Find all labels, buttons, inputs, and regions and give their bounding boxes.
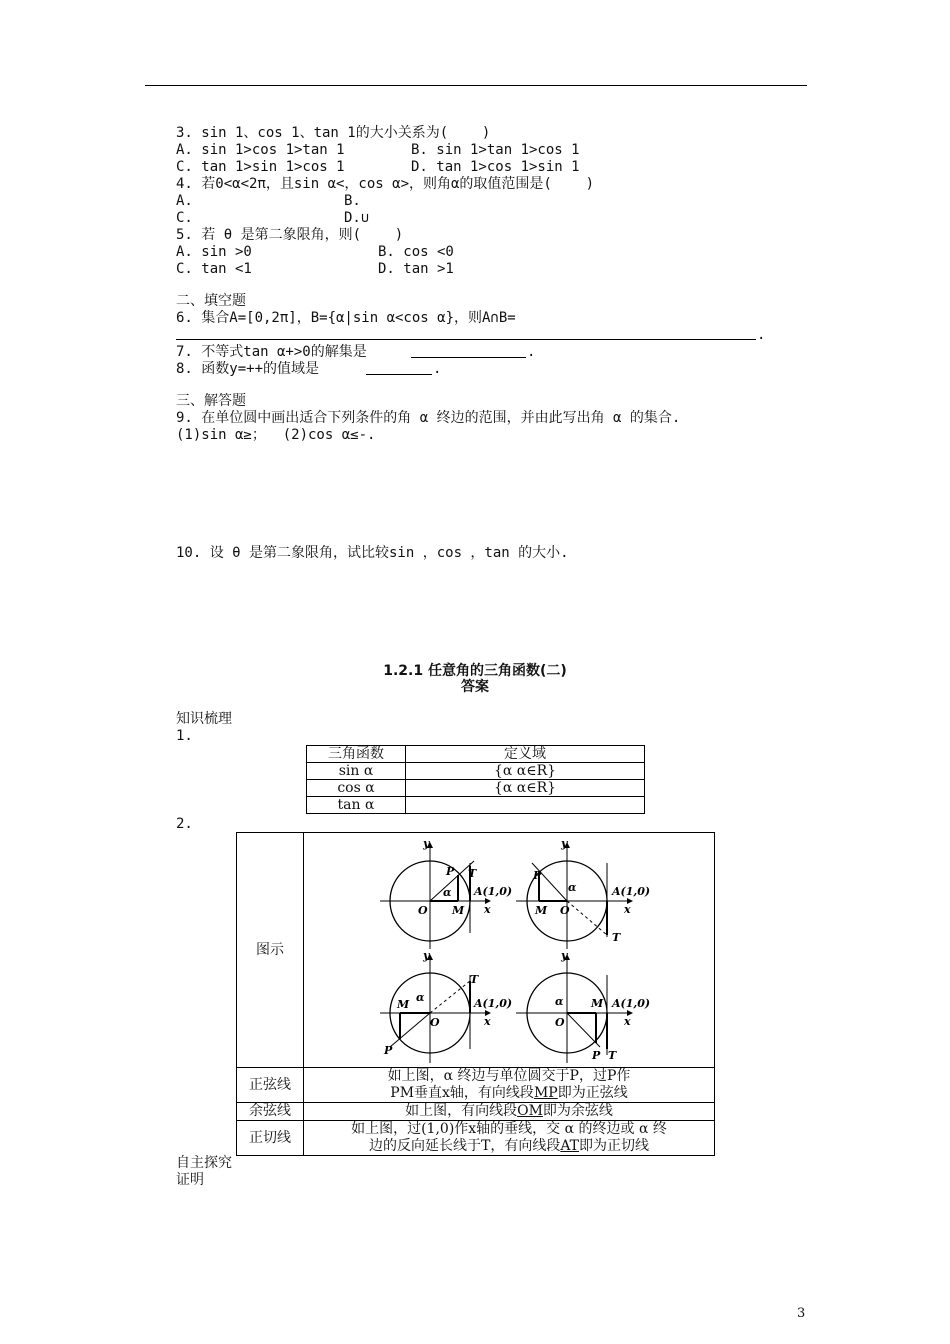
svg-text:α: α [555, 995, 564, 1008]
svg-text:x: x [624, 1015, 631, 1028]
diagram-quadrant-4 [516, 949, 650, 1063]
table-row [307, 780, 645, 797]
cosine-line-label: 余弦线 [237, 1103, 304, 1121]
svg-text:O: O [555, 1016, 565, 1029]
knowledge-heading: 知识梳理 [176, 711, 232, 727]
q7-period: . [527, 344, 536, 360]
q6-period: . [757, 327, 766, 343]
unit-circle-diagrams [304, 833, 714, 1067]
svg-text:y: y [561, 949, 568, 962]
diagram-quadrant-3 [380, 949, 512, 1063]
sine-line-text: 如上图，α 终边与单位圆交于P，过P作 PM垂直x轴，有向线段MP即为正弦线 [304, 1068, 715, 1103]
svg-text:x: x [484, 903, 491, 916]
table-row-tangent [237, 1121, 715, 1156]
svg-text:O: O [430, 1016, 440, 1029]
tangent-line-label: 正切线 [237, 1121, 304, 1156]
table-row [307, 797, 645, 814]
row-domain [406, 797, 645, 814]
q3-option-d: D. tan 1>cos 1>sin 1 [411, 159, 580, 175]
svg-text:M: M [535, 904, 548, 917]
table-header-row [307, 746, 645, 763]
row-function: sin α [307, 763, 406, 780]
svg-text:M: M [397, 998, 410, 1011]
q4-option-a: A. [176, 193, 193, 209]
answer-subtitle: 答案 [461, 679, 489, 695]
q8-answer-blank [366, 374, 432, 375]
svg-text:P: P [446, 865, 455, 878]
q8-period: . [433, 361, 442, 377]
svg-text:A(1,0): A(1,0) [474, 885, 513, 898]
figure-label: 图示 [237, 833, 304, 1068]
svg-text:T: T [608, 1049, 617, 1062]
svg-text:x: x [484, 1015, 491, 1028]
answer-title: 1.2.1 任意角的三角函数(二) [383, 663, 567, 679]
svg-text:T: T [470, 973, 479, 986]
svg-text:T: T [468, 867, 477, 880]
q5-option-d: D. tan >1 [378, 261, 454, 277]
svg-text:y: y [423, 837, 430, 850]
proof-label: 证明 [176, 1172, 204, 1188]
svg-text:A(1,0): A(1,0) [612, 997, 651, 1010]
svg-text:M: M [591, 997, 604, 1010]
table-row [307, 763, 645, 780]
header-rule [145, 85, 807, 86]
q4-option-b: B. [344, 193, 361, 209]
question-7: 7. 不等式tan α+>0的解集是 [176, 344, 367, 360]
header-function: 三角函数 [307, 746, 406, 763]
svg-text:T: T [612, 931, 621, 944]
question-4: 4. 若0<α<2π，且sin α<，cos α>，则角α的取值范围是( ) [176, 176, 595, 192]
svg-text:α: α [416, 991, 425, 1004]
svg-text:α: α [443, 886, 452, 899]
domain-table [306, 745, 645, 814]
question-6: 6. 集合A=[0,2π]，B={α|sin α<cos α}，则A∩B= [176, 310, 516, 326]
tangent-line-text: 如上图，过(1,0)作x轴的垂线，交 α 的终边或 α 终 边的反向延长线于T，有向线段AT即为正切线 [304, 1121, 715, 1156]
row-domain: {α α∈R} [406, 780, 645, 797]
q5-option-a: A. sin >0 [176, 244, 252, 260]
q3-option-c: C. tan 1>sin 1>cos 1 [176, 159, 345, 175]
diagram-quadrant-2 [516, 837, 650, 949]
svg-text:P: P [533, 869, 542, 882]
row-domain: {α α∈R} [406, 763, 645, 780]
q4-option-d: D.∪ [344, 210, 370, 226]
table-row-cosine [237, 1103, 715, 1121]
sine-line-label: 正弦线 [237, 1068, 304, 1103]
question-8: 8. 函数y=++的值域是 [176, 361, 320, 377]
question-10: 10. 设 θ 是第二象限角，试比较sin ，cos ，tan 的大小. [176, 545, 569, 561]
svg-text:O: O [560, 904, 570, 917]
self-study-heading: 自主探究 [176, 1155, 232, 1171]
cosine-line-text: 如上图，有向线段OM即为余弦线 [304, 1103, 715, 1121]
q3-option-b: B. sin 1>tan 1>cos 1 [411, 142, 580, 158]
header-domain: 定义域 [406, 746, 645, 763]
svg-text:A(1,0): A(1,0) [474, 997, 513, 1010]
figure-cell [304, 833, 715, 1068]
row-function: cos α [307, 780, 406, 797]
svg-text:A(1,0): A(1,0) [612, 885, 651, 898]
row-function: tan α [307, 797, 406, 814]
table-row-sine [237, 1068, 715, 1103]
q6-answer-blank [176, 339, 756, 340]
item-1-label: 1. [176, 728, 193, 744]
q5-option-c: C. tan <1 [176, 261, 252, 277]
question-9-parts: (1)sin α≥； (2)cos α≤-. [176, 427, 376, 443]
section-fill-blank: 二、填空题 [176, 293, 246, 309]
question-9: 9. 在单位圆中画出适合下列条件的角 α 终边的范围，并由此写出角 α 的集合. [176, 410, 681, 426]
page-number: 3 [797, 1306, 806, 1321]
svg-text:M: M [452, 904, 465, 917]
q4-option-c: C. [176, 210, 193, 226]
svg-text:y: y [561, 837, 568, 850]
svg-text:P: P [384, 1044, 393, 1057]
section-solve: 三、解答题 [176, 393, 246, 409]
trig-lines-table [236, 832, 715, 1156]
q5-option-b: B. cos <0 [378, 244, 454, 260]
svg-text:P: P [592, 1049, 601, 1062]
q3-option-a: A. sin 1>cos 1>tan 1 [176, 142, 345, 158]
svg-text:x: x [624, 903, 631, 916]
svg-text:y: y [423, 949, 430, 962]
question-5: 5. 若 θ 是第二象限角，则( ) [176, 227, 404, 243]
q7-answer-blank [411, 357, 526, 358]
question-3: 3. sin 1、cos 1、tan 1的大小关系为( ) [176, 125, 491, 141]
item-2-label: 2. [176, 816, 193, 832]
svg-text:O: O [418, 904, 428, 917]
diagram-quadrant-1 [380, 837, 512, 949]
svg-text:α: α [568, 881, 577, 894]
